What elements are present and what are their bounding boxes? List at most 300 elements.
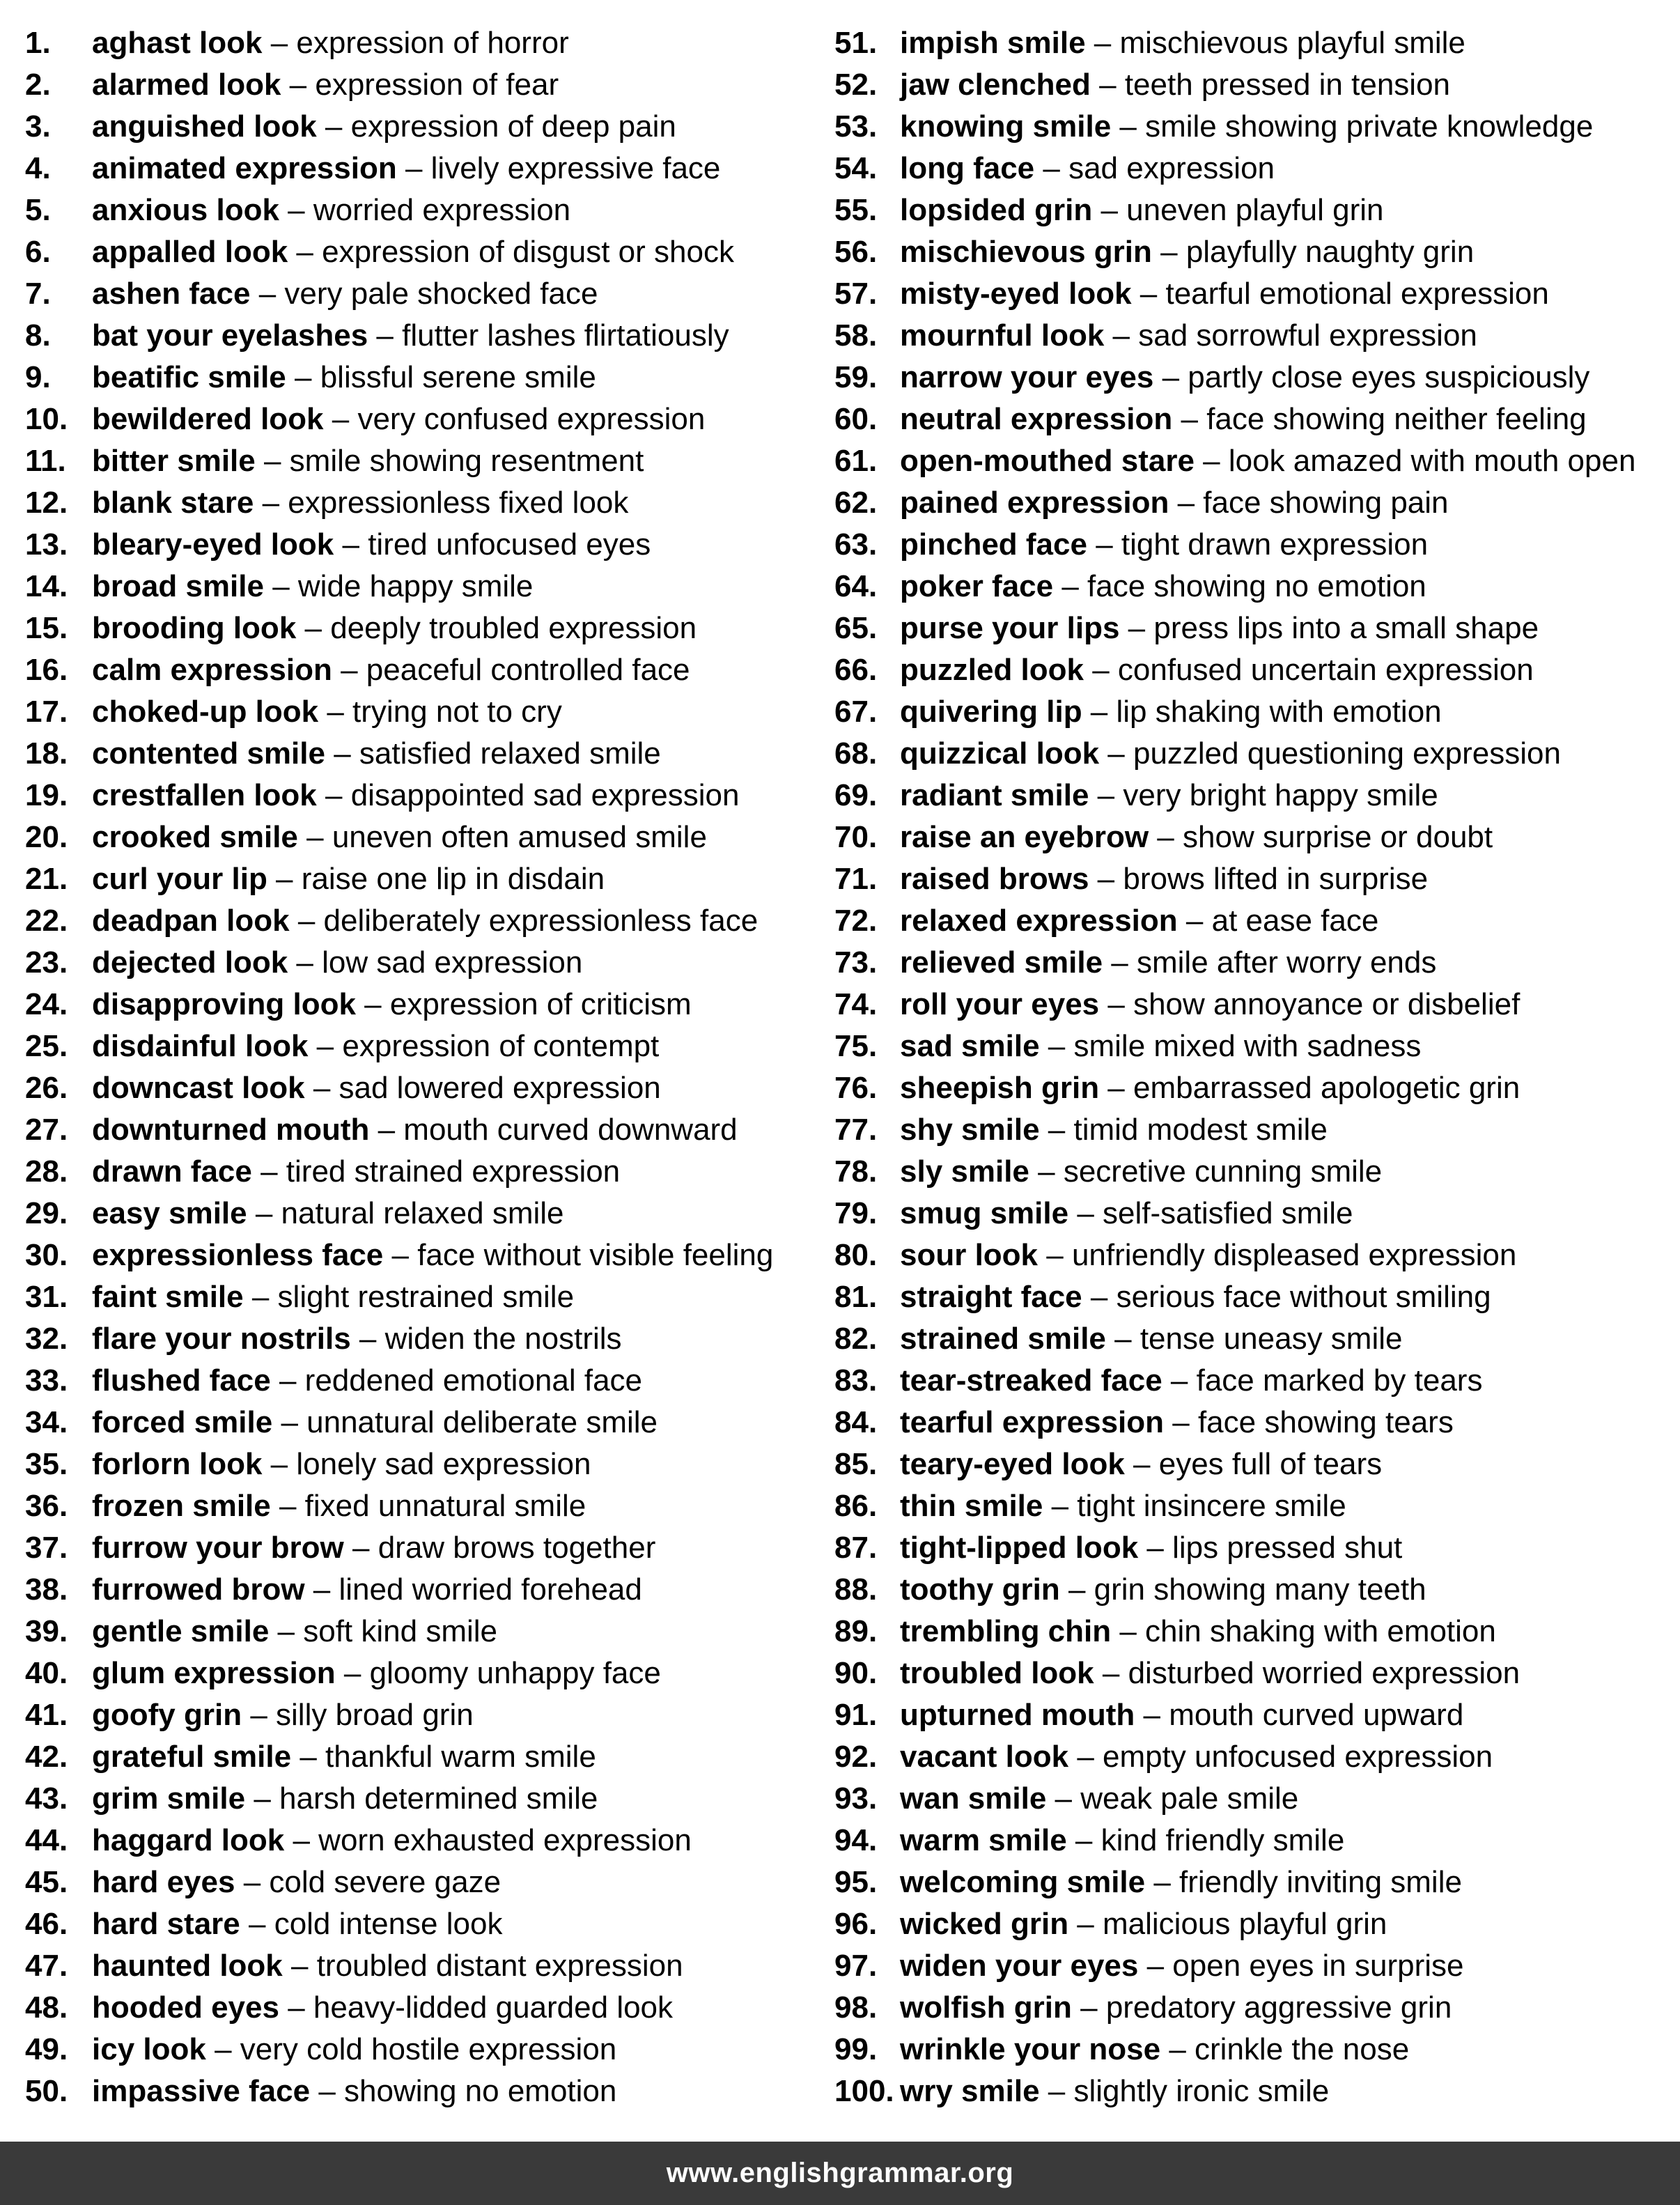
item-term: knowing smile [900,109,1112,144]
item-definition: friendly inviting smile [1179,1865,1462,1899]
list-item [25,1193,826,1235]
item-number: 97. [834,1949,878,1983]
item-definition: unfriendly displeased expression [1071,1238,1517,1272]
item-definition: very pale shocked face [284,277,598,311]
item-term: raised brows [900,862,1089,896]
item-separator: – [1162,1363,1197,1398]
item-separator: – [1084,653,1118,687]
item-definition: serious face without smiling [1116,1280,1491,1314]
item-term: dejected look [92,945,288,980]
list-item [834,1151,1670,1193]
item-definition: kind friendly smile [1100,1823,1345,1857]
item-term: quivering lip [900,695,1082,729]
item-separator: – [308,1029,343,1063]
item-term: warm smile [900,1823,1067,1857]
list-item [25,1318,826,1360]
item-definition: empty unfocused expression [1103,1740,1493,1774]
item-number: 42. [25,1740,68,1774]
item-definition: fixed unnatural smile [304,1489,586,1523]
list-item [25,1694,826,1736]
item-term: purse your lips [900,611,1120,645]
item-term: impish smile [900,26,1086,60]
item-term: straight face [900,1280,1082,1314]
list-item [25,608,826,649]
item-term: sheepish grin [900,1071,1100,1105]
item-number: 43. [25,1781,68,1816]
list-item [25,1862,826,1903]
item-separator: – [1094,1656,1128,1690]
footer-url[interactable]: www.englishgrammar.org [666,2158,1014,2188]
item-number: 69. [834,778,878,812]
item-number: 72. [834,904,878,938]
list-item [25,315,826,357]
item-definition: smile showing private knowledge [1145,109,1594,144]
item-separator: – [1082,1280,1117,1314]
item-term: furrowed brow [92,1572,305,1607]
item-separator: – [316,778,351,812]
item-number: 74. [834,987,878,1021]
item-separator: – [1164,1405,1198,1439]
list-item [834,315,1670,357]
item-separator: – [325,736,359,771]
list-item [834,1820,1670,1862]
item-separator: – [1111,109,1146,144]
item-number: 7. [25,277,51,311]
list-item [25,1778,826,1820]
item-term: pained expression [900,486,1169,520]
item-term: bleary-eyed look [92,527,334,562]
item-number: 16. [25,653,68,687]
item-term: faint smile [92,1280,244,1314]
list-item [834,1694,1670,1736]
item-separator: – [291,1740,326,1774]
item-separator: – [205,2032,240,2066]
item-definition: very confused expression [357,402,706,436]
item-term: goofy grin [92,1698,242,1732]
item-definition: show surprise or doubt [1183,820,1493,854]
item-number: 28. [25,1154,68,1189]
item-definition: embarrassed apologetic grin [1133,1071,1520,1105]
item-term: anguished look [92,109,317,144]
list-item [834,1945,1670,1987]
item-separator: – [1104,318,1139,353]
item-number: 89. [834,1614,878,1648]
item-definition: thankful warm smile [325,1740,596,1774]
item-number: 73. [834,945,878,980]
item-separator: – [1092,193,1127,227]
item-definition: reddened emotional face [304,1363,643,1398]
item-definition: puzzled questioning expression [1133,736,1561,771]
item-number: 36. [25,1489,68,1523]
item-definition: widen the nostrils [384,1322,622,1356]
item-number: 84. [834,1405,878,1439]
item-number: 17. [25,695,68,729]
item-term: curl your lip [92,862,267,896]
left-column-list [25,22,826,2112]
item-number: 33. [25,1363,68,1398]
item-term: widen your eyes [900,1949,1139,1983]
item-term: sad smile [900,1029,1040,1063]
item-separator: – [1068,1907,1103,1941]
list-item [834,984,1670,1026]
list-item [834,1778,1670,1820]
list-item [25,189,826,231]
list-item [25,649,826,691]
list-item [834,1527,1670,1569]
item-term: drawn face [92,1154,252,1189]
item-number: 11. [25,444,66,478]
list-item [834,1611,1670,1653]
item-number: 50. [25,2074,68,2108]
item-separator: – [1153,360,1188,394]
item-definition: very cold hostile expression [240,2032,617,2066]
list-item [25,1987,826,2029]
item-definition: tired strained expression [286,1154,621,1189]
list-item [834,1987,1670,2029]
item-term: choked-up look [92,695,319,729]
item-separator: – [1039,2074,1074,2108]
item-term: mischievous grin [900,235,1152,269]
item-term: neutral expression [900,402,1173,436]
item-term: furrow your brow [92,1531,344,1565]
item-separator: – [1177,904,1212,938]
item-separator: – [1029,1154,1064,1189]
list-item [25,1026,826,1067]
item-separator: – [270,1363,305,1398]
item-term: downturned mouth [92,1113,370,1147]
list-item [834,900,1670,942]
list-item [25,1067,826,1109]
item-number: 91. [834,1698,878,1732]
list-item [25,566,826,608]
list-item [834,1653,1670,1694]
list-item [834,482,1670,524]
item-term: wolfish grin [900,1990,1072,2025]
item-definition: deeply troubled expression [330,611,697,645]
list-item [834,64,1670,106]
item-separator: – [1066,1823,1101,1857]
item-definition: secretive cunning smile [1063,1154,1383,1189]
item-separator: – [343,1531,378,1565]
item-term: brooding look [92,611,297,645]
item-definition: slightly ironic smile [1073,2074,1330,2108]
item-number: 52. [834,68,878,102]
item-separator: – [310,2074,345,2108]
list-item [834,399,1670,440]
item-definition: wide happy smile [297,569,534,603]
list-item [25,1485,826,1527]
list-item [25,691,826,733]
item-number: 2. [25,68,51,102]
list-item [834,1026,1670,1067]
item-term: tearful expression [900,1405,1165,1439]
item-separator: – [282,1949,317,1983]
item-definition: grin showing many teeth [1094,1572,1426,1607]
list-item [25,858,826,900]
item-number: 96. [834,1907,878,1941]
item-definition: chin shaking with emotion [1145,1614,1496,1648]
item-term: upturned mouth [900,1698,1135,1732]
item-number: 55. [834,193,878,227]
item-separator: – [254,486,288,520]
item-term: grim smile [92,1781,246,1816]
item-separator: – [297,820,332,854]
list-item [25,984,826,1026]
list-item [834,273,1670,315]
item-number: 54. [834,151,878,185]
list-item [834,775,1670,817]
item-definition: tense uneasy smile [1140,1322,1403,1356]
item-number: 78. [834,1154,878,1189]
item-number: 49. [25,2032,68,2066]
item-number: 81. [834,1280,878,1314]
item-separator: – [1151,235,1186,269]
item-separator: – [350,1322,385,1356]
item-definition: mouth curved upward [1169,1698,1464,1732]
item-separator: – [289,904,324,938]
item-definition: tired unfocused eyes [368,527,651,562]
item-separator: – [1039,1029,1074,1063]
item-term: puzzled look [900,653,1084,687]
item-number: 40. [25,1656,68,1690]
item-definition: harsh determined smile [279,1781,598,1816]
item-term: wan smile [900,1781,1047,1816]
item-term: expressionless face [92,1238,384,1272]
item-term: aghast look [92,26,263,60]
item-term: jaw clenched [900,68,1091,102]
list-item [834,1736,1670,1778]
item-separator: – [251,1154,286,1189]
item-separator: – [1099,1071,1133,1105]
item-term: anxious look [92,193,279,227]
list-item [834,608,1670,649]
item-definition: self-satisfied smile [1103,1196,1353,1230]
item-number: 22. [25,904,68,938]
item-separator: – [242,1698,277,1732]
item-definition: mischievous playful smile [1119,26,1465,60]
item-number: 51. [834,26,878,60]
item-number: 5. [25,193,51,227]
list-item [834,817,1670,858]
item-definition: face showing tears [1197,1405,1454,1439]
list-item [25,1653,826,1694]
item-separator: – [355,987,390,1021]
list-item [834,148,1670,189]
item-term: appalled look [92,235,288,269]
item-definition: troubled distant expression [316,1949,683,1983]
list-item [25,399,826,440]
item-definition: teeth pressed in tension [1124,68,1451,102]
item-term: quizzical look [900,736,1100,771]
list-item [834,357,1670,399]
list-item [25,524,826,566]
item-term: long face [900,151,1035,185]
item-separator: – [318,695,353,729]
item-term: disdainful look [92,1029,309,1063]
item-term: hooded eyes [92,1990,279,2025]
item-number: 53. [834,109,878,144]
right-column-list [834,22,1670,2112]
item-separator: – [245,1781,280,1816]
item-term: beatific smile [92,360,286,394]
item-separator: – [323,402,358,436]
item-definition: expressionless fixed look [288,486,629,520]
list-item [834,1235,1670,1276]
list-item [25,1444,826,1485]
item-number: 93. [834,1781,878,1816]
item-number: 24. [25,987,68,1021]
list-item [25,1151,826,1193]
item-number: 19. [25,778,68,812]
item-number: 45. [25,1865,68,1899]
item-definition: flutter lashes flirtatiously [402,318,729,353]
item-number: 98. [834,1990,878,2025]
item-term: tight-lipped look [900,1531,1139,1565]
item-definition: brows lifted in surprise [1123,862,1429,896]
item-separator: – [1105,1322,1140,1356]
item-number: 90. [834,1656,878,1690]
list-item [25,22,826,64]
item-term: smug smile [900,1196,1069,1230]
item-definition: expression of criticism [389,987,692,1021]
item-term: wrinkle your nose [900,2032,1161,2066]
list-item [25,1611,826,1653]
list-item [25,2071,826,2112]
item-separator: – [1034,151,1069,185]
item-separator: – [335,1656,370,1690]
item-separator: – [255,444,290,478]
item-separator: – [270,1489,305,1523]
item-separator: – [262,1447,297,1481]
item-separator: – [1038,1238,1072,1272]
item-separator: – [1111,1614,1146,1648]
item-separator: – [240,1907,274,1941]
list-item [834,1193,1670,1235]
item-separator: – [1085,26,1120,60]
item-term: disapproving look [92,987,356,1021]
item-number: 4. [25,151,51,185]
item-definition: draw brows together [378,1531,656,1565]
item-number: 15. [25,611,68,645]
list-item [25,357,826,399]
item-separator: – [288,945,322,980]
item-number: 30. [25,1238,68,1272]
list-item [25,2029,826,2071]
item-number: 35. [25,1447,68,1481]
item-number: 62. [834,486,878,520]
item-number: 31. [25,1280,68,1314]
item-number: 25. [25,1029,68,1063]
list-item [834,1569,1670,1611]
item-definition: showing no emotion [344,2074,617,2108]
item-number: 34. [25,1405,68,1439]
item-separator: – [304,1572,339,1607]
item-separator: – [304,1071,339,1105]
item-definition: sad sorrowful expression [1138,318,1477,353]
item-number: 75. [834,1029,878,1063]
item-number: 41. [25,1698,68,1732]
item-definition: unnatural deliberate smile [306,1405,658,1439]
item-term: crestfallen look [92,778,317,812]
list-item [25,273,826,315]
item-number: 71. [834,862,878,896]
item-number: 3. [25,109,51,144]
item-term: teary-eyed look [900,1447,1125,1481]
item-separator: – [1099,987,1134,1021]
item-term: deadpan look [92,904,290,938]
item-number: 20. [25,820,68,854]
item-separator: – [1059,1572,1094,1607]
item-definition: sad expression [1068,151,1275,185]
item-term: vacant look [900,1740,1069,1774]
list-item [834,1402,1670,1444]
item-number: 32. [25,1322,68,1356]
list-item [834,942,1670,984]
list-item [834,1318,1670,1360]
item-separator: – [369,1113,404,1147]
item-term: misty-eyed look [900,277,1132,311]
item-separator: – [1053,569,1088,603]
item-number: 87. [834,1531,878,1565]
item-number: 10. [25,402,68,436]
item-term: wicked grin [900,1907,1069,1941]
item-number: 14. [25,569,68,603]
footer-bar [0,2142,1680,2205]
item-separator: – [243,1280,278,1314]
item-term: blank stare [92,486,254,520]
item-separator: – [1090,68,1125,102]
item-number: 95. [834,1865,878,1899]
item-definition: lips pressed shut [1172,1531,1403,1565]
item-term: haggard look [92,1823,285,1857]
item-term: relieved smile [900,945,1103,980]
list-item [25,1402,826,1444]
item-definition: smile showing resentment [289,444,644,478]
item-separator: – [272,1405,307,1439]
item-number: 99. [834,2032,878,2066]
list-item [25,106,826,148]
item-separator: – [1046,1781,1081,1816]
item-separator: – [1138,1531,1173,1565]
item-definition: uneven playful grin [1126,193,1384,227]
item-separator: – [1169,486,1204,520]
item-separator: – [1087,527,1121,562]
item-definition: silly broad grin [276,1698,474,1732]
item-term: raise an eyebrow [900,820,1149,854]
item-separator: – [1039,1113,1074,1147]
item-definition: uneven often amused smile [332,820,707,854]
item-separator: – [1149,820,1183,854]
list-item [834,1109,1670,1151]
item-definition: expression of fear [315,68,559,102]
list-item [25,1903,826,1945]
item-term: sly smile [900,1154,1029,1189]
item-term: animated expression [92,151,397,185]
list-item [834,858,1670,900]
item-number: 88. [834,1572,878,1607]
item-term: easy smile [92,1196,247,1230]
item-definition: lip shaking with emotion [1116,695,1442,729]
item-number: 59. [834,360,878,394]
item-separator: – [1068,1740,1103,1774]
item-term: shy smile [900,1113,1040,1147]
item-definition: face marked by tears [1196,1363,1483,1398]
list-item [25,1820,826,1862]
list-item [25,1235,826,1276]
item-separator: – [1145,1865,1180,1899]
item-definition: lined worried forehead [339,1572,642,1607]
item-definition: cold severe gaze [269,1865,501,1899]
